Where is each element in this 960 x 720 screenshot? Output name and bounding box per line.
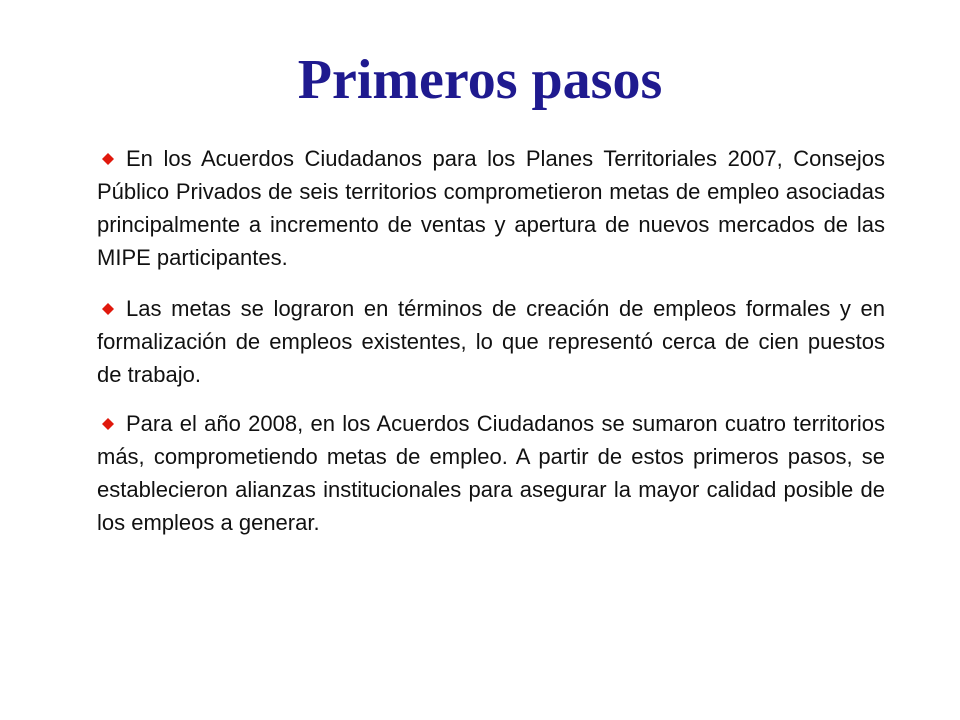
diamond-bullet-icon bbox=[102, 153, 114, 165]
bullet-text-3: Para el año 2008, en los Acuerdos Ciudadanos se sumaron cuatro territorios más, comprometiendo metas de empleo. A partir de estos primeros pasos, se establecieron alianzas institucionales para asegurar la mayor calidad posible de los empleos a generar. bbox=[97, 411, 885, 535]
bullet-item-3 bbox=[97, 407, 885, 539]
bullet-text-1: En los Acuerdos Ciudadanos para los Planes Territoriales 2007, Consejos Público Privados de seis territorios comprometieron metas de empleo asociadas principalmente a incremento de ventas y apertura de nuevos mercados de las MIPE participantes. bbox=[97, 146, 885, 270]
bullet-item-1 bbox=[97, 142, 885, 274]
bullet-item-2 bbox=[97, 292, 885, 391]
bullet-list bbox=[97, 142, 885, 557]
page-title: Primeros pasos bbox=[297, 49, 663, 111]
bullet-text-2: Las metas se lograron en términos de creación de empleos formales y en formalización de empleos existentes, lo que representó cerca de cien puestos de trabajo. bbox=[97, 296, 885, 387]
diamond-bullet-icon bbox=[102, 303, 114, 315]
diamond-bullet-icon bbox=[102, 418, 114, 430]
